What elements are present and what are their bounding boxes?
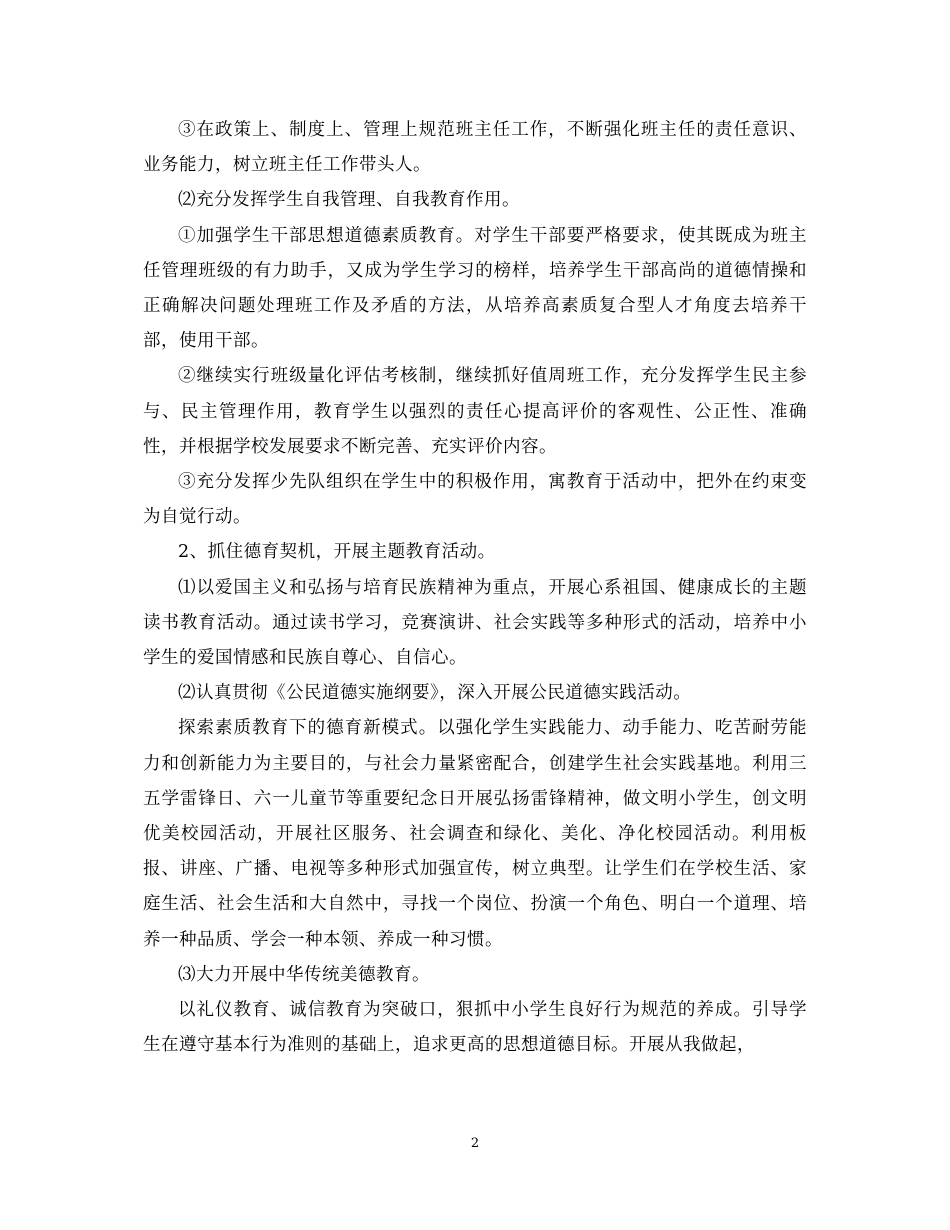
paragraph-10: ⑶大力开展中华传统美德教育。 <box>178 964 430 985</box>
page-number: 2 <box>470 1136 480 1151</box>
document-body <box>143 113 807 1063</box>
paragraph-2: ⑵充分发挥学生自我管理、自我教育作用。 <box>178 190 520 211</box>
paragraph-4: ②继续实行班级量化评估考核制，继续抓好值周班工作，充分发挥学生民主参与、民主管理作用，教育学生以强烈的责任心提高评价的客观性、公正性、准确性，并根据学校发展要求不断完善、充实评价内容。 <box>143 366 807 457</box>
paragraph-8: ⑵认真贯彻《公民道德实施纲要》，深入开展公民道德实践活动。 <box>178 683 692 704</box>
paragraph-3: ①加强学生干部思想道德素质教育。对学生干部要严格要求，使其既成为班主任管理班级的有力助手，又成为学生学习的榜样，培养学生干部高尚的道德情操和正确解决问题处理班工作及矛盾的方法，从培养高素质复合型人才角度去培养干部，使用干部。 <box>143 225 807 352</box>
paragraph-1: ③在政策上、制度上、管理上规范班主任工作，不断强化班主任的责任意识、业务能力，树立班主任工作带头人。 <box>143 120 807 176</box>
paragraph-11: 以礼仪教育、诚信教育为突破口，狠抓中小学生良好行为规范的养成。引导学生在遵守基本行为准则的基础上，追求更高的思想道德目标。开展从我做起， <box>143 1000 807 1056</box>
paragraph-6: 2、抓住德育契机，开展主题教育活动。 <box>178 542 496 563</box>
paragraph-5: ③充分发挥少先队组织在学生中的积极作用，寓教育于活动中，把外在约束变为自觉行动。 <box>143 472 807 528</box>
paragraph-7: ⑴以爱国主义和弘扬与培育民族精神为重点，开展心系祖国、健康成长的主题读书教育活动。通过读书学习，竞赛演讲、社会实践等多种形式的活动，培养中小学生的爱国情感和民族自尊心、自信心。 <box>143 577 807 669</box>
paragraph-9: 探索素质教育下的德育新模式。以强化学生实践能力、动手能力、吃苦耐劳能力和创新能力为主要目的，与社会力量紧密配合，创建学生社会实践基地。利用三五学雷锋日、六一儿童节等重要纪念日开展弘扬雷锋精神，做文明小学生，创文明优美校园活动，开展社区服务、社会调查和绿化、美化、净化校园活动。利用板报、讲座、广播、电视等多种形式加强宣传，树立典型。让学生们在学校生活、家庭生活、社会生活和大自然中，寻找一个岗位、扮演一个角色、明白一个道理、培养一种品质、学会一种本领、养成一种习惯。 <box>143 718 807 950</box>
